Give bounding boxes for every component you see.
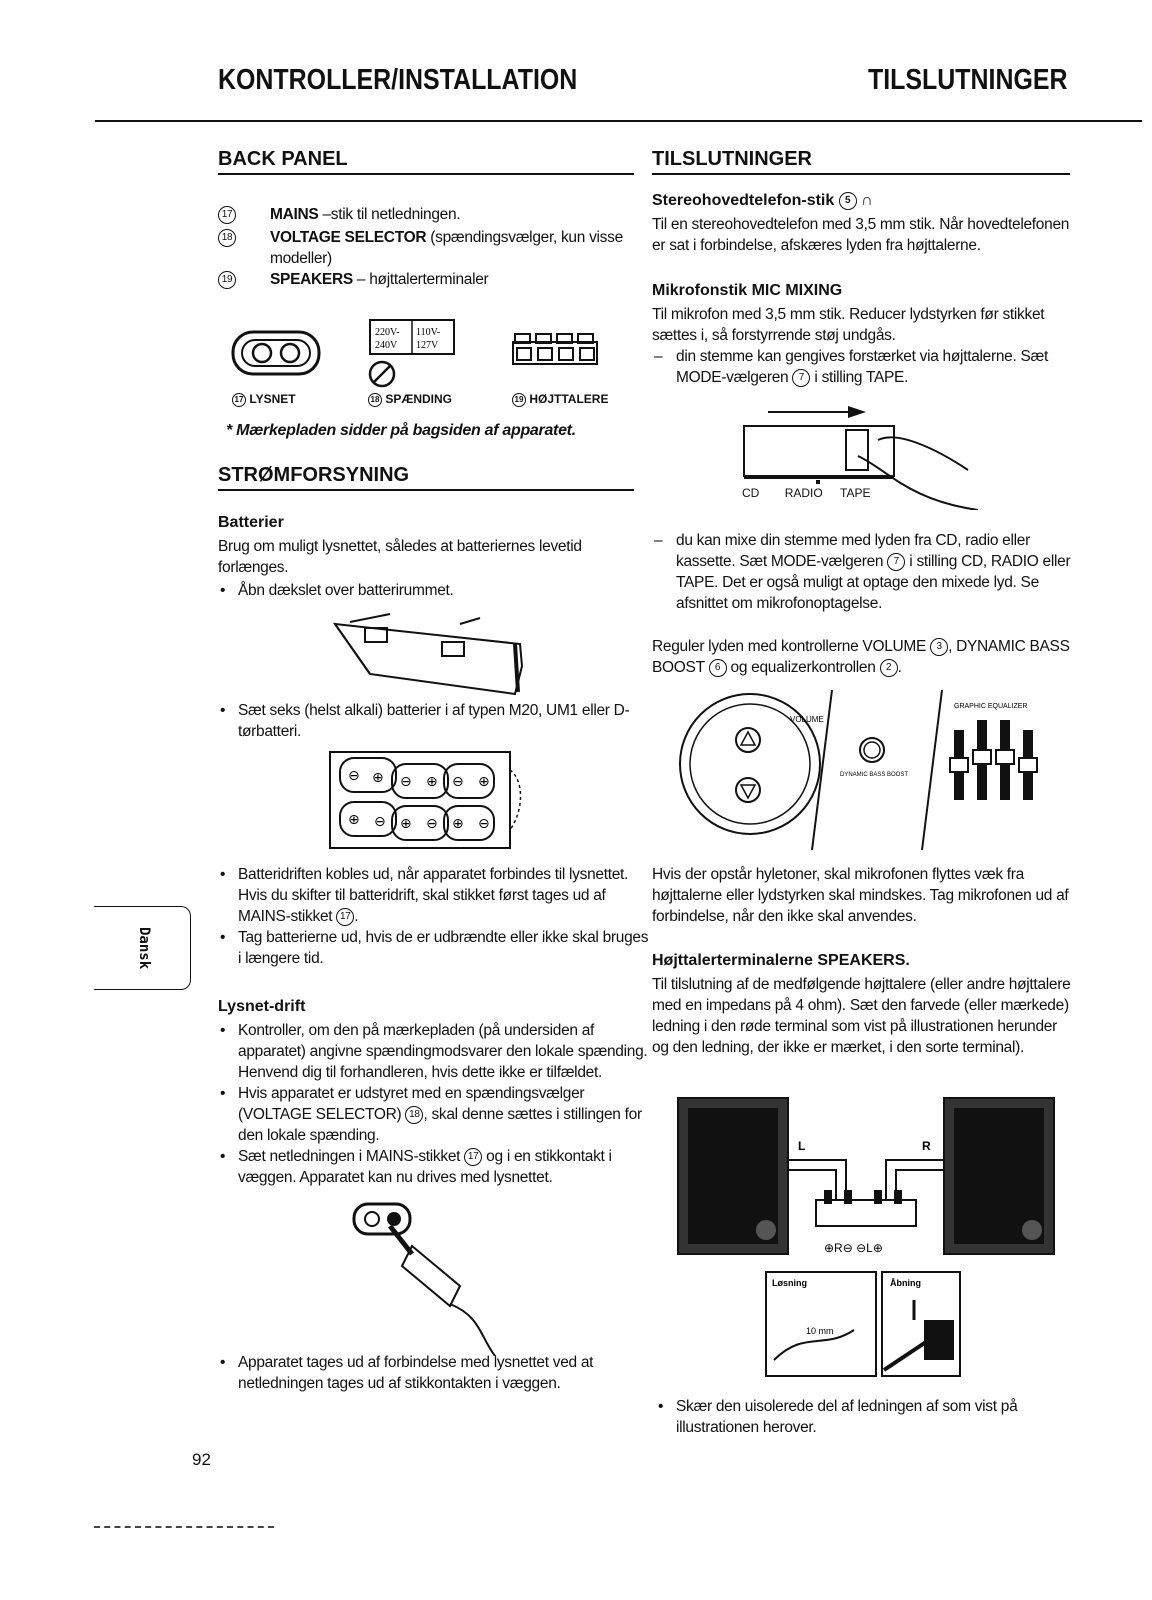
number-17-icon: 17: [336, 908, 354, 926]
number-18-icon: 18: [218, 229, 236, 247]
mic-title: Mikrofonstik MIC MIXING: [652, 282, 843, 299]
back-panel-figure: [230, 310, 630, 390]
label-speakers: 19 HØJTTALERE: [512, 392, 608, 407]
svg-text:⊕R⊖ ⊖L⊕: ⊕R⊖ ⊖L⊕: [824, 1241, 883, 1255]
bottom-scan-mark: [94, 1526, 274, 1528]
speaker-connection-figure: [676, 1090, 1056, 1270]
svg-text:⊖: ⊖: [452, 774, 464, 790]
svg-text:220V-: 220V-: [375, 327, 400, 338]
power-title: STRØMFORSYNING: [218, 464, 634, 491]
mains-bullet-check-voltage: • Kontroller, om den på mærkepladen (på undersiden af apparatet) angivne spændingmodsvarer den lokale spænding. Henvend dig til forhandleren, hvis dette ikke er tilfældet.: [238, 1020, 654, 1083]
svg-text:110V-: 110V-: [416, 327, 441, 338]
svg-text:⊖: ⊖: [374, 814, 386, 830]
svg-text:⊕: ⊕: [372, 770, 384, 786]
page-number: 92: [192, 1450, 211, 1469]
svg-text:⊕: ⊕: [348, 812, 360, 828]
batteries-title: Batterier: [218, 514, 284, 531]
mode-labels: CD RADIO TAPE: [742, 486, 871, 500]
speaker-terminals-icon: [513, 334, 597, 364]
feedback-text: Hvis der opstår hyletoner, skal mikrofonen flyttes væk fra højttalerne eller lydstyrken skal mindskes. Tag mikrofonen ud af forbindelse, når den ikke skal anvendes.: [652, 866, 1069, 925]
batteries-bullet-insert: • Sæt seks (helst alkali) batterier i af typen M20, UM1 eller D-tørbatteri.: [238, 700, 654, 742]
mains-socket-icon: [233, 332, 319, 374]
svg-text:⊕: ⊕: [452, 816, 464, 832]
number-18-icon: 18: [405, 1106, 423, 1124]
svg-text:⊖: ⊖: [426, 816, 438, 832]
mic-text: Til mikrofon med 3,5 mm stik. Reducer lydstyrken før stikket sættes i, så forstyrrende støj undgås.: [652, 306, 1045, 344]
adjust-text: Reguler lyden med kontrollerne VOLUME 3 , DYNAMIC BASS BOOST 6 og equalizerkontrollen 2 .: [652, 638, 1070, 676]
language-tab: [94, 906, 191, 990]
batteries-text: Brug om muligt lysnettet, således at batteriernes levetid forlænges.: [218, 538, 582, 576]
header-rule: [95, 120, 1142, 122]
svg-text:L: L: [798, 1139, 806, 1153]
battery-cover-figure: [330, 604, 530, 696]
back-panel-item-mains: 17 MAINS –stik til netledningen.: [218, 204, 634, 225]
connections-title: TILSLUTNINGER: [652, 148, 1070, 175]
number-17-icon: 17: [218, 206, 236, 224]
svg-text:DYNAMIC BASS BOOST: DYNAMIC BASS BOOST: [840, 772, 909, 778]
svg-text:Løsning: Løsning: [772, 1278, 807, 1288]
svg-text:Åbning: Åbning: [890, 1278, 921, 1288]
speaker-terminals-text: Til tilslutning af de medfølgende højttalere (eller andre højttalere med en impedans på 4 ohm). Sæt den farvede (eller mærkede) ledning i den røde terminal som vist på illustrationen herunder og den ledning, der ikke er mærket, i den sorte terminal).: [652, 976, 1071, 1056]
mic-dash-amplified: – din stemme kan gengives forstærket via højttalerne. Sæt MODE-vælgeren 7 i stilling TAPE.: [676, 346, 1072, 388]
headphones-icon: ∩: [861, 192, 873, 210]
controls-figure: [672, 690, 1072, 850]
svg-text:240V: 240V: [375, 340, 398, 351]
battery-compartment-figure: [328, 750, 528, 860]
svg-text:⊖: ⊖: [400, 774, 412, 790]
svg-text:VOLUME: VOLUME: [790, 715, 824, 724]
back-panel-item-speakers: 19 SPEAKERS – højttalerterminaler: [218, 269, 634, 290]
back-panel-item-voltage: 18 VOLTAGE SELECTOR (spændingsvælger, kun visse modeller): [218, 227, 634, 269]
wire-strip-figure: [764, 1270, 964, 1380]
headphones-text: Til en stereohovedtelefon med 3,5 mm stik. Når hovedtelefonen er sat i forbindelse, afskæres lyden fra højttalerne.: [652, 216, 1070, 254]
header-left-title: KONTROLLER/INSTALLATION: [218, 64, 578, 96]
svg-text:⊕: ⊕: [400, 816, 412, 832]
svg-text:R: R: [922, 1139, 931, 1153]
mains-bullet-voltage-selector: • Hvis apparatet er udstyret med en spændingsvælger (VOLTAGE SELECTOR) 18 , skal denne sættes i stillingen for den lokale spænding.: [238, 1083, 654, 1146]
voltage-selector-icon: [370, 320, 454, 386]
equalizer-sliders-icon: [950, 720, 1037, 800]
svg-text:⊖: ⊖: [478, 816, 490, 832]
number-7-icon: 7: [792, 369, 810, 387]
speaker-terminals-title: Højttalerterminalerne SPEAKERS.: [652, 952, 910, 969]
label-mains: 17 LYSNET: [232, 392, 296, 407]
number-19-icon: 19: [218, 271, 236, 289]
back-panel-title: BACK PANEL: [218, 148, 634, 175]
svg-text:⊕: ⊕: [478, 774, 490, 790]
speaker-strip-bullet: • Skær den uisolerede del af ledningen af som vist på illustrationen herover.: [676, 1396, 1092, 1438]
header-right-title: TILSLUTNINGER: [868, 64, 1068, 96]
batteries-bullet-mains-switch: • Batteridriften kobles ud, når apparatet forbindes til lysnettet. Hvis du skifter til batteridrift, skal stikket først tages ud af MAINS-stikket 17 .: [238, 864, 654, 927]
headphones-title: Stereohovedtelefon-stik 5 ∩: [652, 192, 873, 210]
number-7-icon: 7: [887, 553, 905, 571]
left-speaker-icon: [678, 1098, 788, 1254]
mains-plug-figure: [350, 1196, 510, 1356]
svg-text:127V: 127V: [416, 340, 439, 351]
batteries-bullet-remove: • Tag batterierne ud, hvis de er udbrændte eller ikke skal bruges i længere tid.: [238, 927, 654, 969]
mains-bullet-connect: • Sæt netledningen i MAINS-stikket 17 og i en stikkontakt i væggen. Apparatet kan nu drives med lysnettet.: [238, 1146, 654, 1188]
batteries-bullet-open: • Åbn dækslet over batterirummet.: [238, 580, 634, 601]
svg-text:⊖: ⊖: [348, 768, 360, 784]
mic-dash-mix: – du kan mixe din stemme med lyden fra CD, radio eller kassette. Sæt MODE-vælgeren 7 i stilling CD, RADIO eller TAPE. Det er også muligt at optage den mixede lyd. Se afsnittet om mikrofonoptagelse.: [676, 530, 1072, 614]
right-speaker-icon: [944, 1098, 1054, 1254]
language-tab-label: Dansk: [136, 927, 152, 970]
mains-operation-title: Lysnet-drift: [218, 998, 306, 1015]
svg-text:10 mm: 10 mm: [806, 1326, 834, 1336]
label-voltage: 18 SPÆNDING: [368, 392, 452, 407]
mains-bullet-disconnect: • Apparatet tages ud af forbindelse med lysnettet ved at netledningen tages ud af stikkontakten i væggen.: [238, 1352, 654, 1394]
number-17-icon: 17: [464, 1148, 482, 1166]
svg-text:⊕: ⊕: [426, 774, 438, 790]
rating-plate-note: * Mærkepladen sidder på bagsiden af apparatet.: [226, 422, 576, 439]
svg-text:GRAPHIC EQUALIZER: GRAPHIC EQUALIZER: [954, 703, 1028, 710]
